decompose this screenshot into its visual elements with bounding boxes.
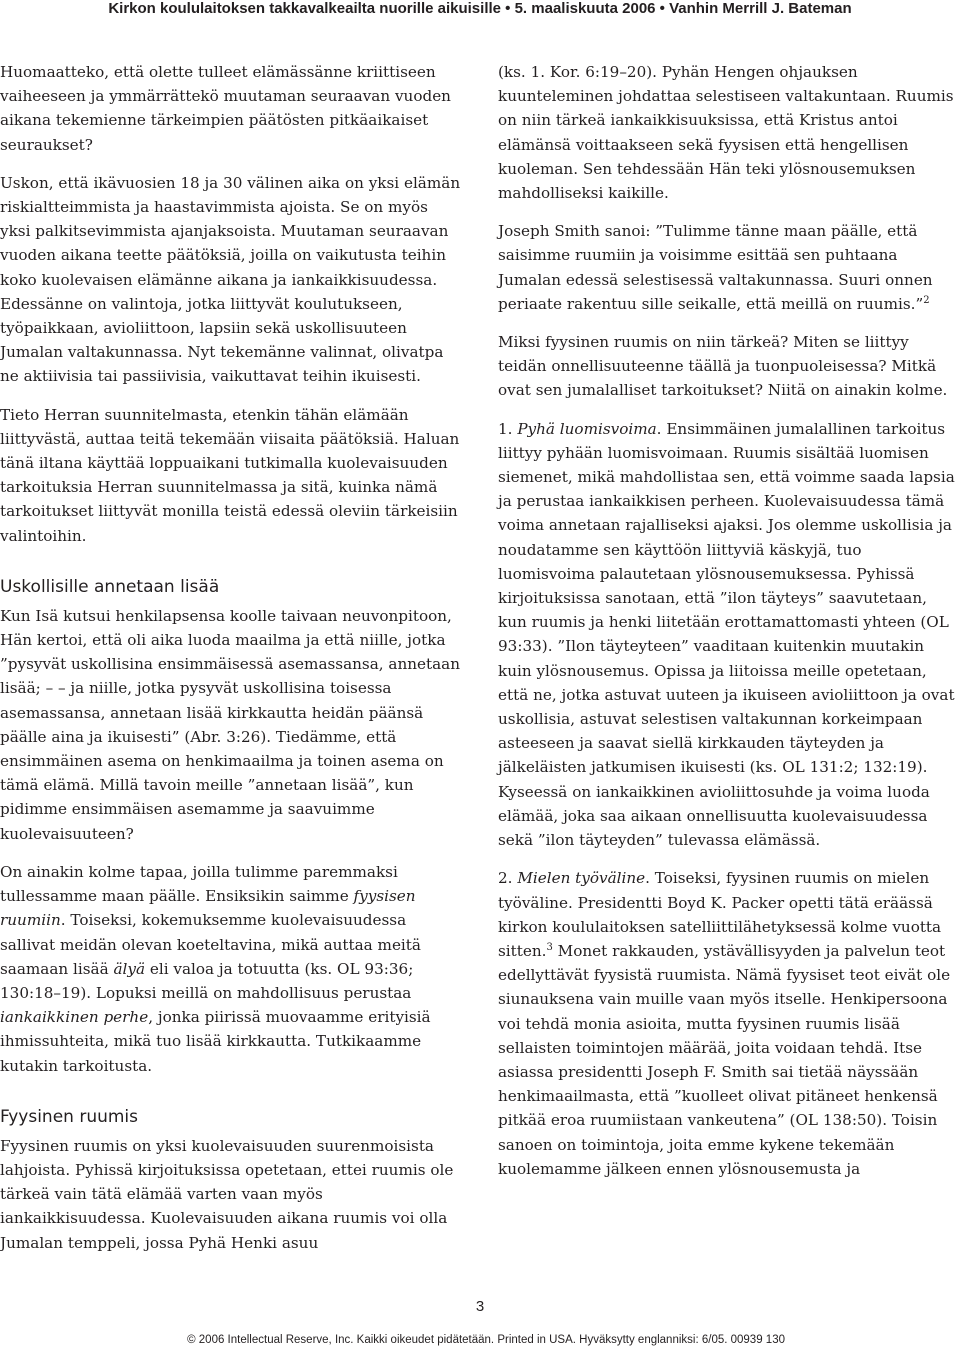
list-number: 1.: [498, 419, 518, 438]
text-run: Joseph Smith sanoi: ”Tulimme tänne maan päälle, että saisimme ruumiin ja voisimme esittää sen puhtaana Jumalan edessä selestisessä valtakunnassa. Suuri onnen periaate rakentuu sille seikalle, että meillä on ruumis.”: [498, 222, 933, 313]
footnote-ref: 2: [923, 294, 930, 306]
text-run: . Toiseksi, fyysinen ruumis on mielen työväline. Presidentti Boyd K. Packer opetti tätä eräässä kirkon koululaitoksen satelliittilähetyksessä kolme vuotta sitten.: [498, 869, 942, 960]
paragraph: [0, 860, 462, 1078]
paragraph: Fyysinen ruumis on yksi kuolevaisuuden suurenmoisista lahjoista. Pyhissä kirjoituksissa opetetaan, ettei ruumis ole tärkeä vain tätä elämää varten vaan myös iankaikkisuudessa. Kuolevaisuuden aikana ruumis voi olla Jumalan temppeli, jossa Pyhä Henki asuu: [0, 1136, 454, 1252]
left-column: [0, 60, 462, 1269]
paragraph: [498, 866, 958, 1181]
paragraph: (ks. 1. Kor. 6:19–20). Pyhän Hengen ohjauksen kuunteleminen johdattaa selestiseen valtakuntaan. Ruumis on niin tärkeä iankaikkisuuksissa, että Kristus antoi elämänsä voittaakseen sekä fyysisen että hengellisen kuoleman. Sen tehdessään Hän teki ylösnousemuksen mahdolliseksi kaikille.: [498, 63, 954, 203]
list-number: 2.: [498, 869, 518, 888]
paragraph: Miksi fyysinen ruumis on niin tärkeä? Miten se liittyy teidän onnellisuuteenne täällä ja tuonpuoleisessa? Mitkä ovat sen jumalalliset tarkoitukset? Niitä on ainakin kolme.: [498, 333, 948, 400]
page-number: 3: [475, 1298, 485, 1315]
paragraph: Tieto Herran suunnitelmasta, etenkin tähän elämään liittyvästä, auttaa teitä tekemään viisaita päätöksiä. Haluan tänä iltana käyttää loppuaikani tutkimalla kuolevaisuuden tarkoituksia Herran suunnitelmassa ja sitä, kuinka nämä tarkoitukset liittyvät monilla teistä edessä oleviin tärkeisiin valintoihin.: [0, 405, 460, 545]
section-heading: Uskollisille annetaan lisää: [0, 576, 220, 597]
paragraph: Huomaatteko, että olette tulleet elämässänne kriittiseen vaiheeseen ja ymmärrättekö muutaman seuraavan vuoden aikana tekemienne tärkeimpien päätösten pitkäaikaiset seuraukset?: [0, 63, 451, 154]
copyright-notice: © 2006 Intellectual Reserve, Inc. Kaikki oikeudet pidätetään. Printed in USA. Hyväksytty englanniksi: 6/05. 00939 130: [187, 1334, 785, 1346]
text-run: Monet rakkauden, ystävällisyyden ja palvelun teot edellyttävät fyysistä ruumista. Nämä fyysiset teot eivät ole siunauksena vain muille vaan myös itselle. Henkipersoona voi tehdä monia asioita, mutta fyysinen ruumis lisää sellaisten toimintojen määrää, joita voidaan tehdä. Itse asiassa presidentti Joseph F. Smith sai tietää näyssään henkimaailmasta, että ”kuolleet olivat pitäneet henkensä pitkää eroa ruumiistaan vankeutena” (OL 138:50). Toisin sanoen on toimintoja, joita emme kykene tekemään kuolemamme jälkeen ennen ylösnousemusta ja: [498, 941, 951, 1178]
emphasis: iankaikkinen perhe: [0, 1008, 149, 1027]
text-run: eli valoa ja totuutta (ks. OL 93:36; 130:18–19). Lopuksi meillä on mahdollisuus perustaa: [0, 959, 414, 1002]
text-run: On ainakin kolme tapaa, joilla tulimme paremmaksi tullessamme maan päälle. Ensiksikin saimme: [0, 862, 398, 906]
right-column: [498, 60, 958, 1195]
emphasis: älyä: [113, 959, 146, 978]
text-run: . Toiseksi, kokemuksemme kuolevaisuudessa sallivat meidän olevan koeteltavina, mikä auttaa meitä saamaan lisää: [0, 911, 421, 978]
emphasis: Mielen työväline: [517, 869, 646, 888]
paragraph: Kun Isä kutsui henkilapsensa koolle taivaan neuvonpitoon, Hän kertoi, että oli aika luoda maailma ja että niille, jotka ”pysyvät uskollisina ensimmäisessä asemassansa, annetaan lisää; – – ja niille, jotka pysyvät uskollisina toisessa asemassansa, annetaan lisää kirkkautta heidän päänsä päälle aina ja ikuisesti” (Abr. 3:26). Tiedämme, että ensimmäinen asema on henkimaailma ja toinen asema on tämä elämä. Millä tavoin meille ”annetaan lisää”, kun pidimme ensimmäisen asemamme ja saavuimme kuolevaisuuteen?: [0, 606, 461, 843]
running-header: Kirkon koululaitoksen takkavalkeailta nuorille aikuisille • 5. maaliskuuta 2006 • Vanhin Merrill J. Bateman: [108, 0, 852, 17]
emphasis: Pyhä luomisvoima: [517, 419, 657, 438]
text-run: , jonka piirissä muovaamme erityisiä ihmissuhteita, mikä tuo lisää kirkkautta. Tutkikaamme kutakin tarkoitusta.: [0, 1008, 431, 1075]
paragraph: [498, 417, 958, 853]
text-run: . Ensimmäinen jumalallinen tarkoitus liittyy pyhään luomisvoimaan. Ruumis sisältää luomisen siemenet, mikä mahdollistaa sen, että voimme saada lapsia ja perustaa iankaikkisen perheen. Kuolevaisuudessa tämä voima annetaan rajalliseksi ajaksi. Jos olemme uskollisia ja noudatamme sen käyttöön liittyviä käskyjä, tuo luomisvoima palautetaan ylösnousemuksessa. Pyhissä kirjoituksissa sanotaan, että ”ilon täyteys” saavutetaan, kun ruumis ja henki liitetään erottamattomasti yhteen (OL 93:33). ”Ilon täyteyteen” vaaditaan kuitenkin muutakin kuin ylösnousemus. Opissa ja liitoissa meille opetetaan, että ne, jotka astuvat uuteen ja ikuiseen avioliittoon ja ovat uskollisia, astuvat selestisen valtakunnan korkeimpaan asteeseen ja saavat siellä kirkkauden täyteyden ja jälkeläisten jatkumisen ikuisesti (ks. OL 131:2; 132:19). Kyseessä on iankaikkinen avioliittosuhde ja voima luoda elämää, joka saa aikaan onnellisuutta kuolevaisuudessa sekä ”ilon täyteyden” tulevassa elämässä.: [498, 419, 955, 850]
paragraph: Uskon, että ikävuosien 18 ja 30 välinen aika on yksi elämän riskialtteimmista ja haastavimmista ajoista. Se on myös yksi palkitsevimmista ajanjaksoista. Muutaman seuraavan vuoden aikana teette päätöksiä, joilla on vaikutusta teihin koko kuolevaisen elämänne aikana ja iankaikkisuudessa. Edessänne on valintoja, jotka liittyvät koulutukseen, työpaikkaan, avioliittoon, lapsiin sekä uskollisuuteen Jumalan valtakunnassa. Nyt tekemänne valinnat, olivatpa ne aktiivisia tai passiivisia, vaikuttavat teihin ikuisesti.: [0, 173, 461, 386]
section-heading: Fyysinen ruumis: [0, 1106, 139, 1127]
emphasis: fyysisen ruumiin: [0, 887, 416, 930]
paragraph: [498, 219, 958, 316]
footnote-ref: 3: [546, 941, 553, 953]
